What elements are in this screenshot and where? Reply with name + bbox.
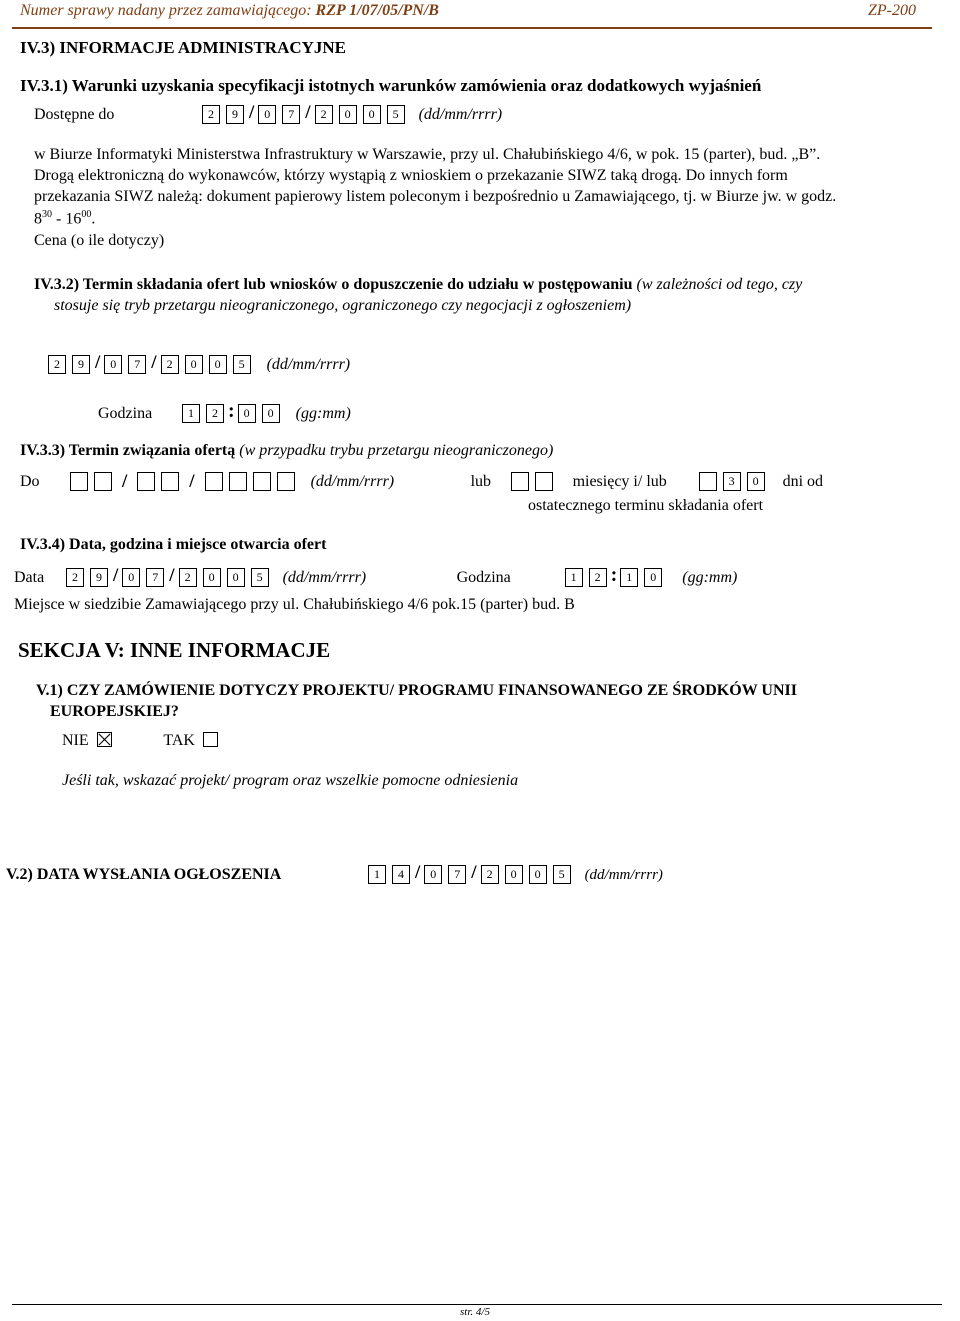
no-checkbox[interactable] [97, 732, 112, 747]
days-boxes [723, 472, 771, 491]
digit-box: 0 [185, 355, 203, 374]
section-iv32-title: IV.3.2) Termin składania ofert lub wniosków o dopuszczenie do udziału w postępowaniu (w zależności od tego, czy [34, 276, 803, 293]
date-box-empty [205, 472, 223, 491]
digit-box: 5 [553, 865, 571, 884]
if-yes-note: Jeśli tak, wskazać projekt/ program oraz wszelkie pomocne odniesienia [62, 772, 519, 789]
section-iv31-title: IV.3.1) Warunki uzyskania specyfikacji istotnych warunków zamówienia oraz dodatkowych wyjaśnień [20, 76, 762, 95]
siwz-line-3: przekazania SIWZ należą: dokument papierowy listem poleconym i bezpośrednio u Zamawiającego, tj. w Biurze jw. w godz. [34, 188, 837, 205]
date-separator: / [415, 862, 421, 883]
date-box-empty [253, 472, 271, 491]
months-box [535, 472, 553, 491]
digit-box: 0 [529, 865, 547, 884]
price-line: Cena (o ile dotyczy) [34, 232, 165, 249]
date-box-empty [229, 472, 247, 491]
footer-divider [12, 1304, 942, 1305]
date-separator: / [151, 352, 157, 373]
digit-box: 0 [363, 105, 381, 124]
date-box-empty [161, 472, 179, 491]
available-label: Dostępne do [34, 106, 115, 123]
section-v1-title-2: EUROPEJSKIEJ? [50, 703, 179, 720]
digit-box: 2 [66, 568, 84, 587]
binding-period-row: Do / / (dd/mm/rrrr) lub miesięcy i/ lub 3 0 dni od [20, 471, 824, 492]
digit-box: 0 [203, 568, 221, 587]
date-separator: / [169, 565, 175, 586]
digit-box: 1 [620, 568, 638, 587]
digit-box: 7 [146, 568, 164, 587]
digit-box: 7 [128, 355, 146, 374]
digit-box: 0 [339, 105, 357, 124]
digit-box: 5 [387, 105, 405, 124]
case-number-header [20, 2, 439, 20]
form-code: ZP-200 [868, 2, 916, 19]
digit-box: 5 [251, 568, 269, 587]
digit-box: 9 [90, 568, 108, 587]
date-separator: / [471, 862, 477, 883]
days-label-2: ostatecznego terminu składania ofert [528, 497, 764, 514]
digit-box: 9 [226, 105, 244, 124]
digit-box: 2 [161, 355, 179, 374]
date-box-empty [137, 472, 155, 491]
opening-hour-boxes [565, 566, 669, 587]
available-date-boxes [202, 104, 411, 124]
date-separator: / [249, 102, 255, 123]
publication-date-boxes [368, 864, 577, 884]
date-format: (dd/mm/rrrr) [418, 106, 503, 123]
available-until-row [34, 104, 502, 124]
digit-box: 2 [481, 865, 499, 884]
digit-box: 0 [262, 404, 280, 423]
digit-box: 0 [209, 355, 227, 374]
digit-box: 1 [368, 865, 386, 884]
opening-date-boxes [66, 567, 275, 587]
publication-date-row: V.2) DATA WYSŁANIA OGŁOSZENIA 1 4 / 0 7 / 2 0 0 5 (dd/mm/rrrr) [6, 862, 663, 883]
digit-box: 9 [72, 355, 90, 374]
digit-box: 0 [122, 568, 140, 587]
digit-box: 1 [182, 404, 200, 423]
digit-box: 2 [315, 105, 333, 124]
eu-funding-options: NIE TAK [62, 732, 218, 750]
date-box-empty [70, 472, 88, 491]
digit-box: 2 [48, 355, 66, 374]
section-iv33-title: IV.3.3) Termin związania ofertą (w przypadku trybu przetargu nieograniczonego) [20, 442, 554, 459]
digit-box: 5 [233, 355, 251, 374]
digit-box: 2 [206, 404, 224, 423]
opening-place: Miejsce w siedzibie Zamawiającego przy ul. Chałubińskiego 4/6 pok.15 (parter) bud. B [14, 596, 575, 613]
date-separator: / [113, 565, 119, 586]
case-number-label: Numer sprawy nadany przez zamawiającego: [20, 2, 312, 19]
submission-hour-row: Godzina 1 2 : 0 0 (gg:mm) [98, 400, 351, 422]
case-number: RZP 1/07/05/PN/B [315, 2, 439, 19]
date-separator: / [305, 102, 311, 123]
section-v1-title: V.1) CZY ZAMÓWIENIE DOTYCZY PROJEKTU/ PROGRAMU FINANSOWANEGO ZE ŚRODKÓW UNII [36, 682, 797, 699]
digit-box: 0 [258, 105, 276, 124]
date-box-empty [277, 472, 295, 491]
time-separator: : [610, 564, 618, 586]
time-separator: : [228, 400, 235, 422]
digit-box: 3 [723, 472, 741, 491]
submission-date-row: 2 9 / 0 7 / 2 0 0 5 (dd/mm/rrrr) [48, 354, 350, 374]
date-separator: / [95, 352, 101, 373]
siwz-line-1: w Biurze Informatyki Ministerstwa Infrastruktury w Warszawie, przy ul. Chałubińskiego 4/6, w pok. 15 (parter), bud. „B”. [34, 146, 821, 163]
digit-box: 7 [282, 105, 300, 124]
months-box [511, 472, 529, 491]
digit-box: 0 [644, 568, 662, 587]
header-divider [12, 27, 932, 29]
digit-box: 0 [424, 865, 442, 884]
days-box [699, 472, 717, 491]
digit-box: 0 [505, 865, 523, 884]
submission-hour-boxes [182, 402, 286, 423]
digit-box: 7 [448, 865, 466, 884]
siwz-line-2: Drogą elektroniczną do wykonawców, którzy wystąpią z wnioskiem o przekazanie SIWZ taką drogą. Do innych form [34, 167, 788, 184]
digit-box: 0 [227, 568, 245, 587]
section-iv34-title: IV.3.4) Data, godzina i miejsce otwarcia ofert [20, 536, 327, 553]
digit-box: 0 [238, 404, 256, 423]
office-hours: $8^{30} - 16^{00}$. [34, 209, 96, 228]
section-iv3-title: IV.3) INFORMACJE ADMINISTRACYJNE [20, 38, 347, 57]
digit-box: 1 [565, 568, 583, 587]
date-box-empty [94, 472, 112, 491]
digit-box: 2 [179, 568, 197, 587]
submission-date-boxes [48, 354, 257, 374]
page-number: str. 4/5 [460, 1306, 490, 1318]
section-iv32-note: stosuje się tryb przetargu nieograniczonego, ograniczonego czy negocjacji z ogłoszeniem) [54, 297, 632, 314]
yes-checkbox[interactable] [203, 732, 218, 747]
digit-box: 0 [104, 355, 122, 374]
digit-box: 2 [202, 105, 220, 124]
digit-box: 0 [747, 472, 765, 491]
digit-box: 2 [589, 568, 607, 587]
opening-row: Data 2 9 / 0 7 / 2 0 0 5 (dd/mm/rrrr) Godzina 1 2 : 1 0 (gg:mm) [14, 564, 738, 586]
section-v-title: SEKCJA V: INNE INFORMACJE [18, 638, 331, 662]
digit-box: 4 [392, 865, 410, 884]
